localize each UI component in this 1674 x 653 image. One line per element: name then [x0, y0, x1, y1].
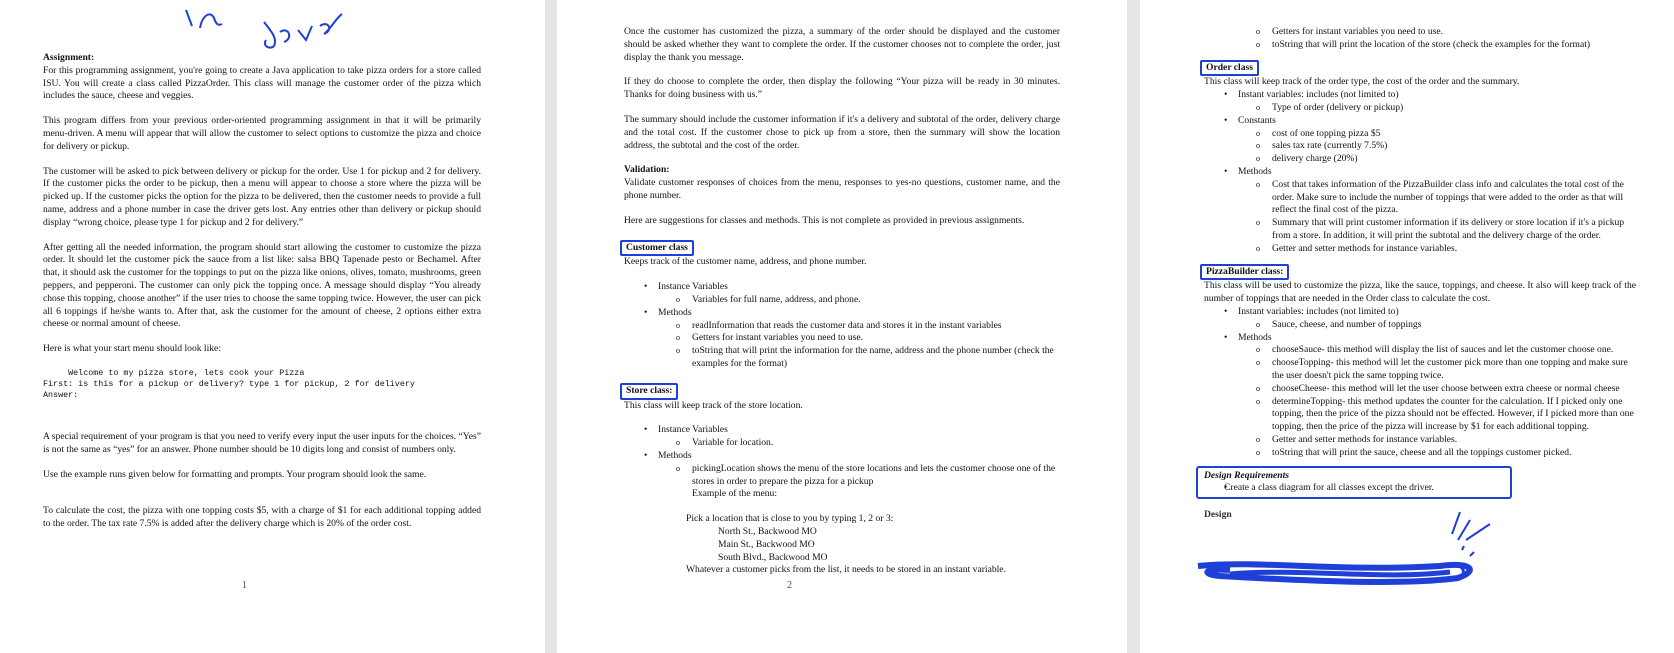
paragraph: The summary should include the customer information if it's a delivery and subtotal of the order, delivery charge and the total cost. If the customer chose to pick up from a store, then the summary will show the location address, the subtotal and the cost of the order.	[624, 113, 1060, 151]
paragraph: If they do choose to complete the order, then display the following “Your pizza will be ready in 30 minutes. Thanks for doing business with us.”	[624, 76, 1060, 101]
console-example	[43, 368, 481, 401]
paragraph: Here are suggestions for classes and methods. This is not complete as provided in previous assignments.	[624, 214, 1025, 226]
list-item: • Instant variables: includes (not limited to)	[1204, 306, 1636, 319]
list-item: o Getter and setter methods for instance variables.	[1204, 434, 1636, 447]
list-item: o toString that will print the sauce, cheese and all the toppings customer picked.	[1204, 447, 1636, 460]
page-number: 2	[787, 580, 792, 591]
list-item: o chooseTopping- this method will let the customer pick more than one topping and make sure the user doesn't pick the same topping twice.	[1204, 357, 1636, 383]
list-item: o Getters for instant variables you need to use.	[624, 332, 1060, 345]
list-item: o Variable for location.	[624, 437, 1060, 450]
list-item: o sales tax rate (currently 7.5%)	[1204, 140, 1636, 153]
list-item: • Instance Variables	[624, 281, 1060, 294]
class-description: This class will keep track of the store location.	[624, 399, 803, 411]
store-class-list	[624, 424, 1060, 501]
list-item: o Variables for full name, address, and phone.	[624, 294, 1060, 307]
design-requirements-box	[1196, 466, 1512, 500]
page-number: 1	[242, 580, 247, 591]
class-description: Keeps track of the customer name, address, and phone number.	[624, 256, 867, 268]
list-item: o Getters for instant variables you need to use.	[1204, 26, 1636, 39]
list-item: • Instance Variables	[624, 424, 1060, 437]
list-item: o Cost that takes information of the PizzaBuilder class info and calculates the total cost of the order. Make sure to include the number of toppings that were added to the order as that will reflect the final cost of the pizza.	[1204, 179, 1636, 217]
pizzabuilder-class-heading: PizzaBuilder class:	[1200, 264, 1289, 281]
design-requirements-heading: Design Requirements	[1204, 469, 1290, 481]
paragraph: A special requirement of your program is that you need to verify every input the user inputs for the choices. “Yes” is not the same as “yes” for an answer. Phone number should be 10 digits long and consist of numbers only.	[43, 430, 481, 455]
scribbled-heading: Design	[1204, 509, 1232, 521]
list-item: o cost of one topping pizza $5	[1204, 128, 1636, 141]
validation-heading: Validation:	[624, 164, 670, 176]
paragraph: Here is what your start menu should look like:	[43, 343, 221, 355]
paragraph: After getting all the needed information, the program should start allowing the customer to customize the pizza order. It should let the customer pick the sauce from a list like: salsa BBQ Tapenade pesto or Bechamel. After that, it should ask the customer for the toppings to put on the pizza like onions, olives, tomato, mushrooms, green peppers, and pepperoni. The customer can only pick the topping once. A message should display “You already chose this topping, choose another” if the user tries to choose the same topping twice. However, the user can pick all 6 toppings if he/she wants to. After that, ask the customer for the amount of cheese, 2 options either extra cheese or normal amount of cheese.	[43, 241, 481, 330]
paragraph: This program differs from your previous order-oriented programming assignment in that it will be primarily menu-driven. A menu will appear that will allow the customer to select options to customize the pizza and choice for delivery or pickup.	[43, 115, 481, 152]
paragraph: Once the customer has customized the pizza, a summary of the order should be displayed and the customer should be asked whether they want to complete the order. If the customer chooses not to complete the order, just display the thank you message.	[624, 26, 1060, 63]
customer-class-list	[624, 281, 1060, 371]
paragraph: Use the example runs given below for formatting and prompts. Your program should look the same.	[43, 468, 427, 480]
console-line: Welcome to my pizza store, lets cook your Pizza	[43, 367, 305, 378]
page-gutter	[1127, 0, 1140, 653]
list-item: o toString that will print the location of the store (check the examples for the format)	[1204, 39, 1636, 52]
list-item: o chooseSauce- this method will display the list of sauces and let the customer choose one.	[1204, 344, 1636, 357]
document-page-3	[1140, 0, 1674, 653]
list-item: o readInformation that reads the customer data and stores it in the instant variables	[624, 320, 1060, 333]
list-item	[1204, 482, 1504, 495]
list-item: o Summary that will print customer information if its delivery or store location if it's a pickup from a store. In addition, it will print the subtotal and the delivery charge of the order.	[1204, 217, 1636, 243]
order-class-heading: Order class	[1200, 60, 1259, 77]
order-class-list	[1204, 89, 1636, 255]
console-line: Answer:	[43, 389, 79, 400]
list-item: • Methods	[1204, 166, 1636, 179]
list-item: o chooseCheese- this method will let the user choose between extra cheese or normal cheese	[1204, 383, 1636, 396]
pizzabuilder-class-list	[1204, 306, 1636, 460]
document-page-2	[557, 0, 1127, 653]
assignment-heading: Assignment:	[43, 52, 95, 63]
method-text: pickingLocation shows the menu of the store locations and lets the customer choose one of the stores in order to prepare the pizza for a pickup	[692, 462, 1056, 487]
menu-example	[624, 513, 1060, 577]
paragraph: Validate customer responses of choices from the menu, responses to yes-no questions, customer name, and the phone number.	[624, 177, 1060, 201]
method-text: Example of the menu:	[692, 488, 777, 500]
page-gutter	[545, 0, 557, 653]
location-option: South Blvd., Backwood MO	[718, 551, 828, 563]
list-item: o determineTopping- this method updates the counter for the calculation. If I picked only one topping, then the price of the pizza should not be effected. However, if I picked more than one topping, then the price of the pizza will increase by $1 for each additional topping.	[1204, 396, 1636, 434]
menu-note: Whatever a customer picks from the list, it needs to be stored in an instant variable.	[686, 564, 1006, 576]
list-item: o toString that will print the information for the name, address and the phone number (check the examples for the format)	[624, 345, 1060, 371]
document-page-1	[0, 0, 545, 653]
list-item: o Type of order (delivery or pickup)	[1204, 102, 1636, 115]
list-item: • Methods	[624, 450, 1060, 463]
design-item-text: Create a class diagram for all classes except the driver.	[1224, 482, 1434, 494]
menu-prompt: Pick a location that is close to you by typing 1, 2 or 3:	[686, 513, 894, 525]
list-item: • Methods	[1204, 332, 1636, 345]
paragraph: To calculate the cost, the pizza with one topping costs $5, with a charge of $1 for each additional topping added to the order. The tax rate 7.5% is added after the delivery charge which is 20% of the order cost.	[43, 505, 481, 530]
list-item	[624, 463, 1060, 501]
class-description: This class will keep track of the order type, the cost of the order and the summary.	[1204, 76, 1520, 88]
store-methods-continued	[1204, 26, 1636, 52]
list-item: • Instant variables: includes (not limited to)	[1204, 89, 1636, 102]
store-class-heading: Store class:	[620, 383, 678, 400]
list-item: o delivery charge (20%)	[1204, 153, 1636, 166]
list-item: • Constants	[1204, 115, 1636, 128]
paragraph: The customer will be asked to pick between delivery or pickup for the order. Use 1 for pickup and 2 for delivery. If the customer picks the order to be pickup, then a menu will appear to choose a store where the pizza will be picked up. If the customer picks the option for the pizza to be delivered, then the customer needs to provide a full name, address and a phone number in case the driver gets lost. Any entries other than delivery or pickup should display “wrong choice, please type 1 for pickup and 2 for delivery.”	[43, 165, 481, 228]
list-item: o Sauce, cheese, and number of toppings	[1204, 319, 1636, 332]
location-option: North St., Backwood MO	[718, 525, 817, 537]
class-description: This class will be used to customize the pizza, like the sauce, toppings, and cheese. It also will keep track of the number of toppings that are needed in the Order class to calculate the cost.	[1204, 280, 1636, 305]
handwritten-annotation	[170, 0, 370, 60]
customer-class-heading: Customer class	[620, 240, 694, 257]
location-option: Main St., Backwood MO	[718, 538, 815, 550]
console-line: First: is this for a pickup or delivery? type 1 for pickup, 2 for delivery	[43, 378, 415, 389]
paragraph: For this programming assignment, you're going to create a Java application to take pizza orders for a store called ISU. You will create a class called PizzaOrder. This class will manage the customer order of the pizza which includes the sauce, cheese and veggies.	[43, 64, 481, 102]
list-item: • Methods	[624, 307, 1060, 320]
list-item: o Getter and setter methods for instance variables.	[1204, 243, 1636, 256]
